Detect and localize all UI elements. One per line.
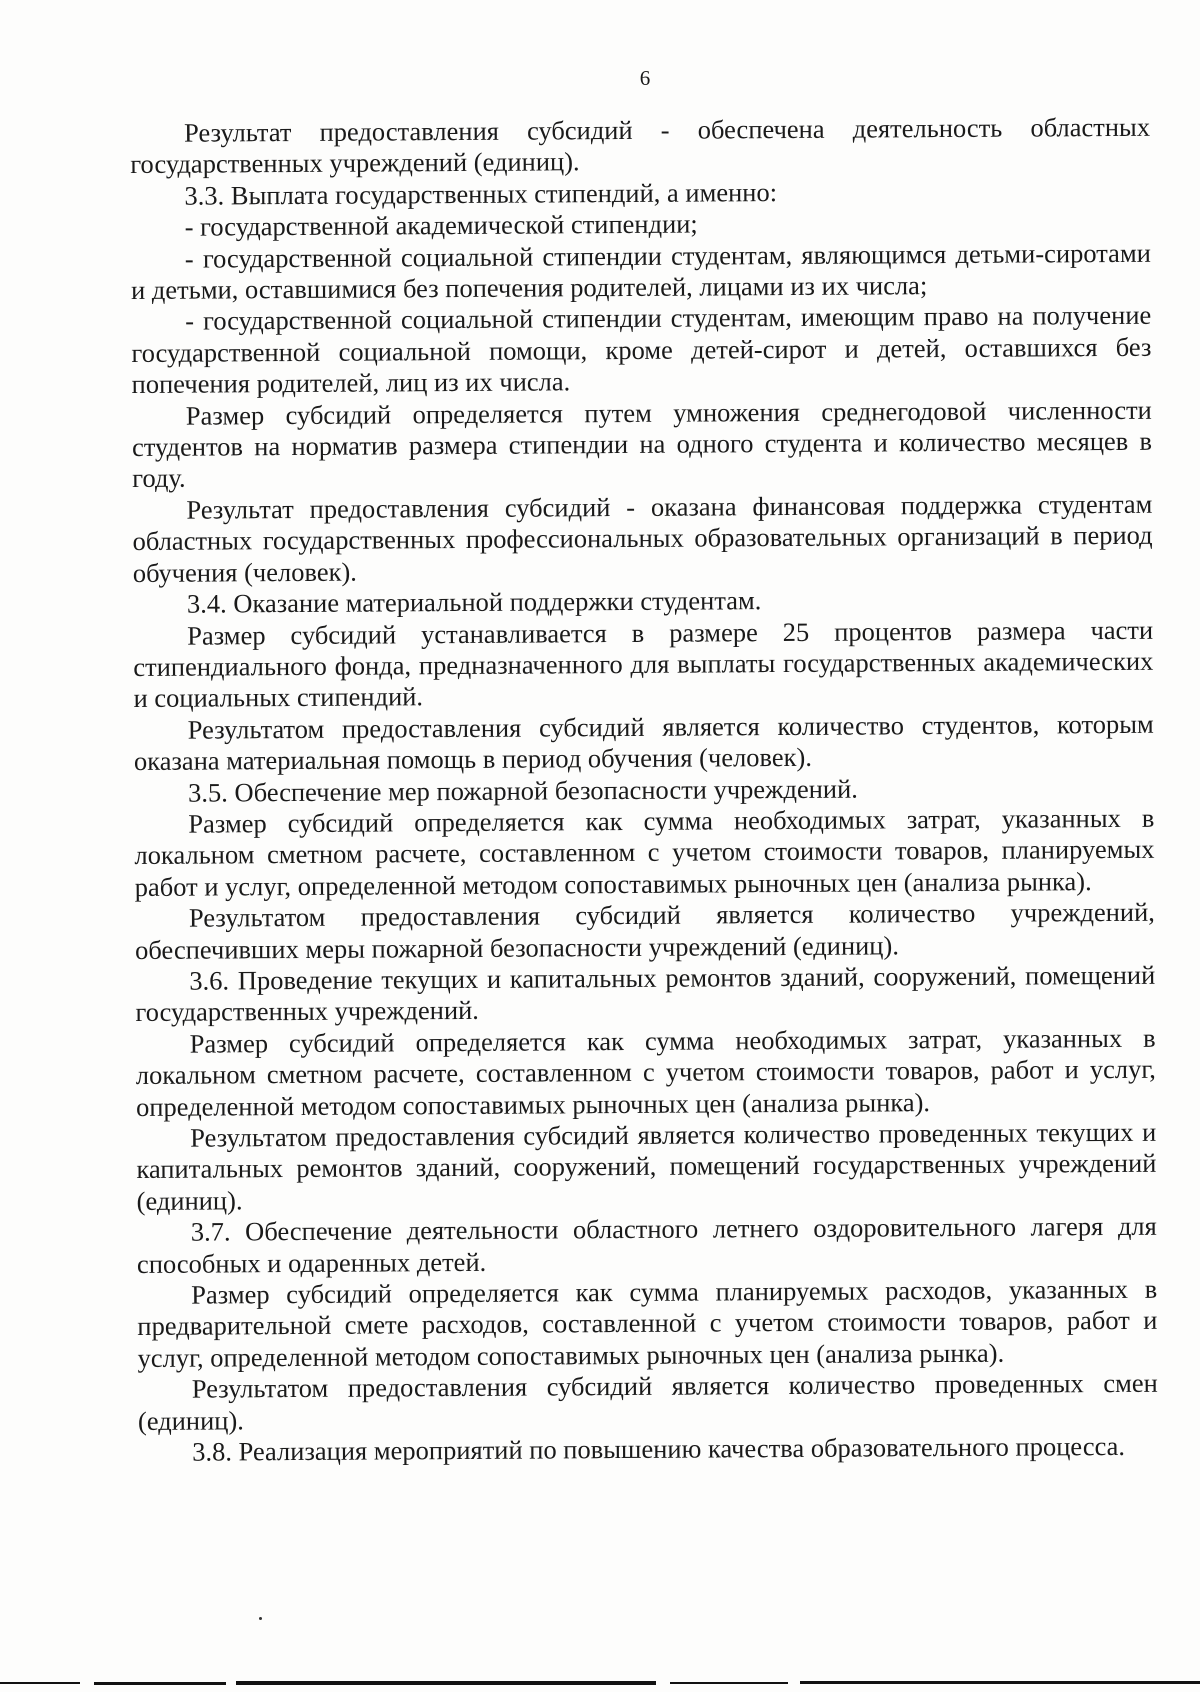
- section-3-3-heading: 3.3. Выплата государственных стипендий, а именно:: [184, 176, 778, 211]
- list-item-social-stipend-assistance: - государственной социальной стипендии студентам, имеющим право на получение государственной социальной помощи, кроме детей-сирот и детей, оставшихся без попечения родителей, лиц из их числа.: [131, 300, 1152, 400]
- scan-rule-segment: [236, 1681, 656, 1685]
- paragraph-subsidy-size-stipends: Размер субсидий определяется путем умножения среднегодовой численности студентов на норматив размера стипендии на одного студента и количество месяцев в году.: [131, 394, 1153, 494]
- section-3-6-heading: 3.6. Проведение текущих и капитальных ремонтов зданий, сооружений, помещений государственных учреждений.: [135, 959, 1156, 1028]
- paragraph-result-financial-support: Результат предоставления субсидий - оказана финансовая поддержка студентам областных государственных профессиональных образовательных организаций в период обучения (человек).: [132, 488, 1153, 588]
- paragraph-result-fire-safety: Результатом предоставления субсидий является количество учреждений, обеспечивших меры пожарной безопасности учреждений (единиц).: [134, 896, 1155, 965]
- scan-rule-segment: [800, 1681, 1200, 1684]
- page-number: 6: [639, 66, 651, 90]
- scan-rule-segment: [670, 1682, 788, 1684]
- paragraph-subsidy-size-material-support: Размер субсидий устанавливается в размере 25 процентов размера части стипендиального фонда, предназначенного для выплаты государственных академических и социальных стипендий.: [133, 614, 1154, 714]
- paragraph-result-summer-camp: Результатом предоставления субсидий является количество проведенных смен (единиц).: [137, 1367, 1158, 1436]
- list-item-social-stipend-orphans: - государственной социальной стипендии студентам, являющимся детьми-сиротами и детьми, оставшимися без попечения родителей, лицами из их числа;: [130, 237, 1151, 306]
- scan-bottom-rule: [0, 1681, 1200, 1685]
- paragraph-subsidy-size-repairs: Размер субсидий определяется как сумма необходимых затрат, указанных в локальном сметном расчете, составленном с учетом стоимости товаров, работ и услуг, определенной методом сопоставимых рыночных цен (анализа рынка).: [135, 1022, 1156, 1122]
- scan-rule-segment: [94, 1682, 226, 1685]
- scan-rule-segment: [0, 1682, 80, 1684]
- list-item-academic-stipend: - государственной академической стипендии;: [184, 208, 698, 242]
- paragraph-subsidy-size-fire-safety: Размер субсидий определяется как сумма необходимых затрат, указанных в локальном сметном расчете, составленном с учетом стоимости товаров, планируемых работ и услуг, определенной методом сопоставимых рыночных цен (анализа рынка).: [134, 802, 1155, 902]
- paragraph-result-material-support: Результатом предоставления субсидий является количество студентов, которым оказана материальная помощь в период обучения (человек).: [133, 708, 1154, 777]
- paragraph-result-repairs: Результатом предоставления субсидий является количество проведенных текущих и капитальных ремонтов зданий, сооружений, помещений государственных учреждений (единиц).: [136, 1116, 1157, 1216]
- section-3-4-heading: 3.4. Оказание материальной поддержки студентам.: [186, 585, 762, 619]
- paragraph-subsidy-size-summer-camp: Размер субсидий определяется как сумма планируемых расходов, указанных в предварительной смете расходов, составленной с учетом стоимости товаров, работ и услуг, определенной методом сопоставимых рыночных цен (анализа рынка).: [137, 1273, 1158, 1373]
- document-body: [130, 112, 1158, 1469]
- paragraph-result-institutions: Результат предоставления субсидий - обеспечена деятельность областных государственных учреждений (единиц).: [130, 111, 1151, 180]
- section-3-8-heading: 3.8. Реализация мероприятий по повышению качества образовательного процесса.: [192, 1431, 1126, 1467]
- scan-speck: [259, 1617, 262, 1620]
- section-3-5-heading: 3.5. Обеспечение мер пожарной безопасности учреждений.: [188, 773, 858, 808]
- section-3-7-heading: 3.7. Обеспечение деятельности областного летнего оздоровительного лагеря для способных и одаренных детей.: [136, 1210, 1157, 1279]
